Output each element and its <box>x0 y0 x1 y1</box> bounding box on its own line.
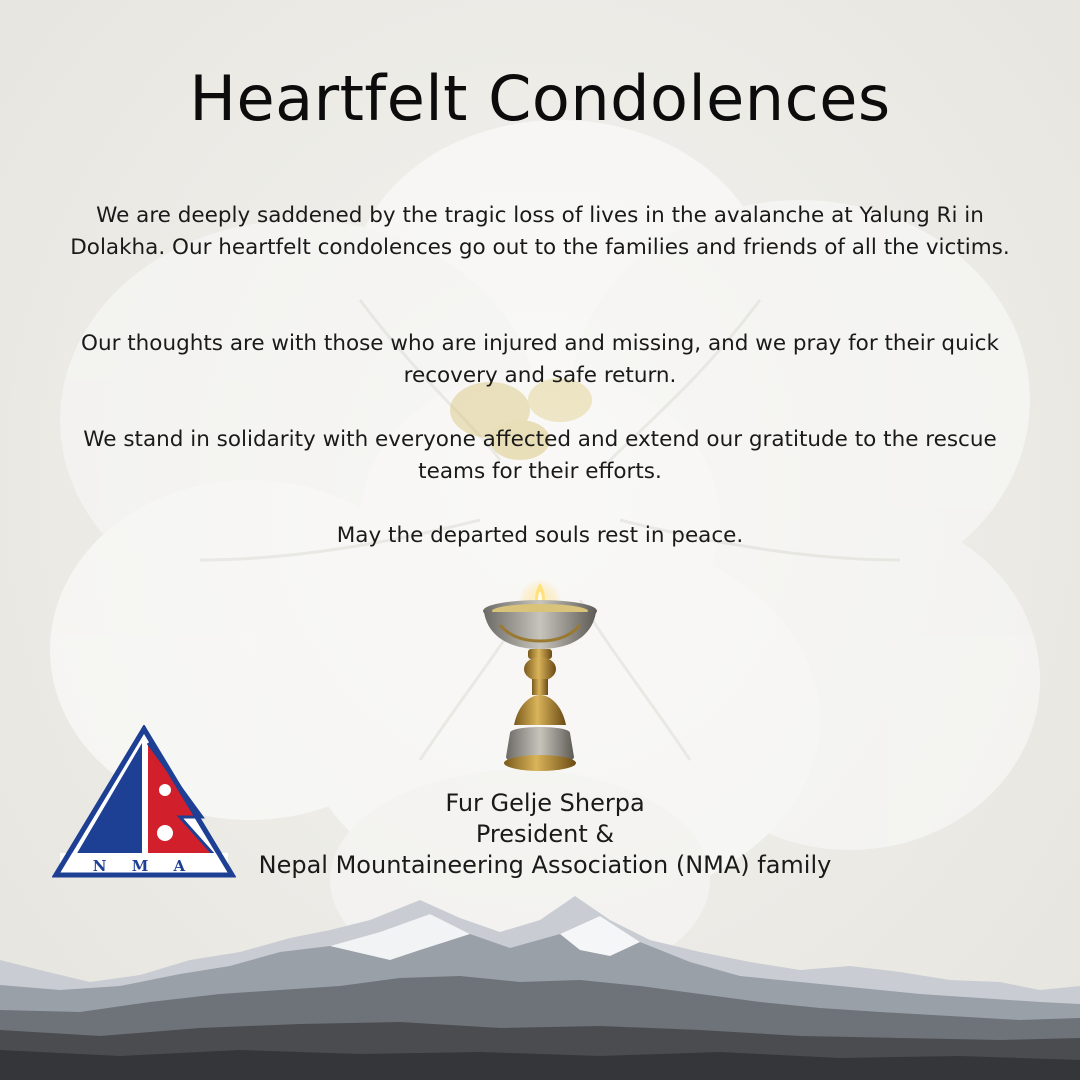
thoughts-paragraph: Our thoughts are with those who are injured and missing, and we pray for their quick recovery and safe return. <box>81 331 999 388</box>
signatory-name: Fur Gelje Sherpa <box>445 789 645 817</box>
page-title: Heartfelt Condolences <box>189 62 891 135</box>
signatory-organization: Nepal Mountaineering Association (NMA) family <box>258 851 832 879</box>
nma-logo <box>52 725 236 883</box>
mountain-range-image <box>0 890 1080 1080</box>
signatory-role: President & <box>475 820 615 848</box>
logo-text: N M A <box>92 857 196 875</box>
solidarity-paragraph: We stand in solidarity with everyone affected and extend our gratitude to the rescue teams for their efforts. <box>83 427 997 484</box>
condolence-paragraph: We are deeply saddened by the tragic loss of lives in the avalanche at Yalung Ri in Dolakha. Our heartfelt condolences go out to the families and friends of all the victims. <box>70 203 1010 260</box>
rest-in-peace-line: May the departed souls rest in peace. <box>336 523 744 548</box>
butter-lamp-icon <box>470 575 610 780</box>
